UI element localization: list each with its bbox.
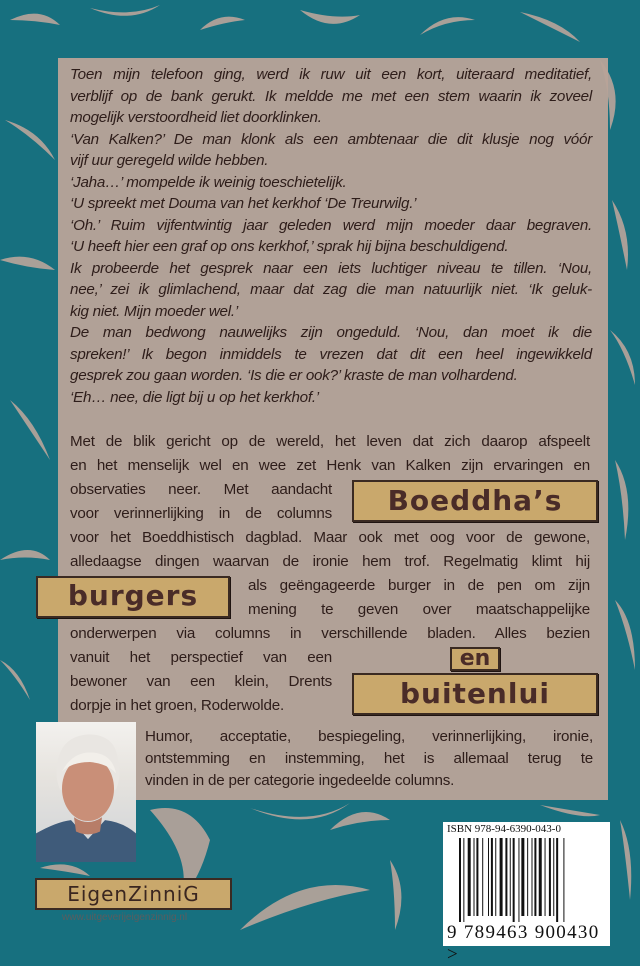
barcode-bar	[521, 838, 524, 916]
title-buitenlui: buitenlui	[352, 673, 598, 715]
barcode-bar	[539, 838, 542, 916]
back-blurb	[145, 726, 593, 792]
blurb-line: vanuit het perspectief van een	[70, 649, 332, 666]
barcode-bar	[463, 838, 464, 922]
barcode-bar	[488, 838, 489, 916]
isbn-label: ISBN 978-94-6390-043-0	[447, 823, 561, 835]
story-line: ‘U heeft hier een graf op ons kerkhof,’ sprak hij bijna beschuldigend.	[70, 238, 509, 255]
story-line: Ik probeerde het gesprek naar een iets luchtiger niveau te tillen. ‘Nou,	[70, 259, 592, 277]
author-photo	[36, 722, 136, 862]
blurb-line: dorpje in het groen, Roderwolde.	[70, 697, 284, 714]
title-en: en	[450, 647, 500, 671]
barcode-bar	[532, 838, 533, 916]
blurb-line: als geëngageerde burger in de pen om zijn	[248, 577, 590, 594]
story-line: vijf uur geregeld wilde hebben.	[70, 152, 269, 169]
story-line: ‘U spreekt met Douma van het kerkhof ‘De Treurwilg.’	[70, 195, 417, 212]
barcode-bar	[468, 838, 471, 916]
blurb-line: Met de blik gericht op de wereld, het leven dat zich daarop afspeelt	[70, 433, 590, 450]
blurb-left-a	[70, 478, 332, 526]
story-line: spreken!’ Ik begon inmiddels te vrezen dat dit een heel ingewikkeld	[70, 345, 592, 363]
story-line: ‘Van Kalken?’ De man klonk als een ambtenaar die dit klusje nog vóór	[70, 130, 592, 148]
story-line: De man bedwong nauwelijks zijn ongeduld. ‘Nou, dan moet ik die	[70, 324, 592, 341]
excerpt-story	[70, 64, 592, 408]
barcode-bar	[563, 838, 564, 922]
barcode-bar	[545, 838, 546, 916]
barcode-bar	[495, 838, 496, 916]
blurb-line: voor verinnerlijking in de columns	[70, 505, 332, 522]
isbn-digits: 9 789463 900430 >	[447, 922, 600, 965]
blurb-mid	[70, 526, 590, 574]
barcode-bar	[505, 838, 507, 916]
barcode-bar	[534, 838, 536, 916]
title-burgers: burgers	[36, 576, 230, 618]
barcode-bar	[476, 838, 478, 916]
blurb-right-b	[248, 574, 590, 622]
blurb-line: en het menselijk wel en wee zet Henk van Kalken zijn ervaringen en	[70, 457, 590, 474]
blurb-top	[70, 430, 590, 478]
barcode-bar	[482, 838, 483, 916]
blurb-left-c	[70, 646, 332, 718]
barcode-bar	[510, 838, 511, 916]
barcode-bar	[491, 838, 493, 916]
publisher-url[interactable]: www.uitgeverijeigenzinnig.nl	[62, 912, 188, 923]
story-line: mogelijk verstoordheid liet doorklinken.	[70, 109, 322, 126]
barcode-bar	[553, 838, 554, 916]
barcode-bar	[459, 838, 461, 922]
story-line: kig niet. Mijn moeder wel.’	[70, 302, 238, 320]
barcode-bars	[459, 838, 589, 922]
barcode-bar	[474, 838, 475, 916]
blurb-line: voor het Boeddhistisch dagblad. Maar ook met oog voor de gewone,	[70, 529, 590, 546]
story-line: nee,’ zei ik glimlachend, maar dat zag die man natuurlijk niet. ‘Ik geluk-	[70, 281, 592, 298]
story-line: gesprek zou gaan worden. ‘Is die er ook?’ kraste de man volhardend.	[70, 367, 518, 384]
blurb-line: alledaagse dingen waarvan de ironie hem trof. Regelmatig klimt hij	[70, 553, 590, 570]
story-line: ‘Eh… nee, die ligt bij u op het kerkhof.’	[70, 388, 319, 406]
isbn-barcode	[443, 822, 610, 965]
barcode-bar	[518, 838, 519, 922]
barcode-bar	[500, 838, 503, 916]
title-boeddhas: Boeddha’s	[352, 480, 598, 522]
blurb-line: bewoner van een klein, Drents	[70, 673, 332, 690]
back-blurb-line: ontstemming en instemming, het is allemaal terug te	[145, 750, 593, 767]
barcode-bar	[556, 838, 558, 922]
blurb-line: onderwerpen via columns in verschillende bladen. Alles bezien	[70, 625, 590, 642]
story-line: ‘Jaha…’ mompelde ik weinig toeschietelijk.	[70, 173, 347, 191]
barcode-bar	[513, 838, 515, 922]
blurb-line: mening te geven over maatschappelijke	[248, 601, 590, 618]
blurb-line: observaties neer. Met aandacht	[70, 481, 332, 498]
back-blurb-line: Humor, acceptatie, bespiegeling, verinnerlijking, ironie,	[145, 728, 593, 745]
barcode-bar	[527, 838, 528, 916]
back-blurb-line: vinden in de per categorie ingedeelde columns.	[145, 772, 455, 789]
blurb-low	[70, 622, 590, 646]
story-line: Toen mijn telefoon ging, werd ik ruw uit een kort, uiteraard meditatief,	[70, 66, 592, 83]
story-line: ‘Oh.’ Ruim vijfentwintig jaar geleden werd mijn moeder daar begraven.	[70, 216, 592, 234]
publisher-logo: EigenZinniG	[35, 878, 232, 910]
barcode-bar	[549, 838, 551, 916]
story-line: verblijf op de bank gerukt. Ik meldde me met een stem waarin ik zoveel	[70, 87, 592, 105]
